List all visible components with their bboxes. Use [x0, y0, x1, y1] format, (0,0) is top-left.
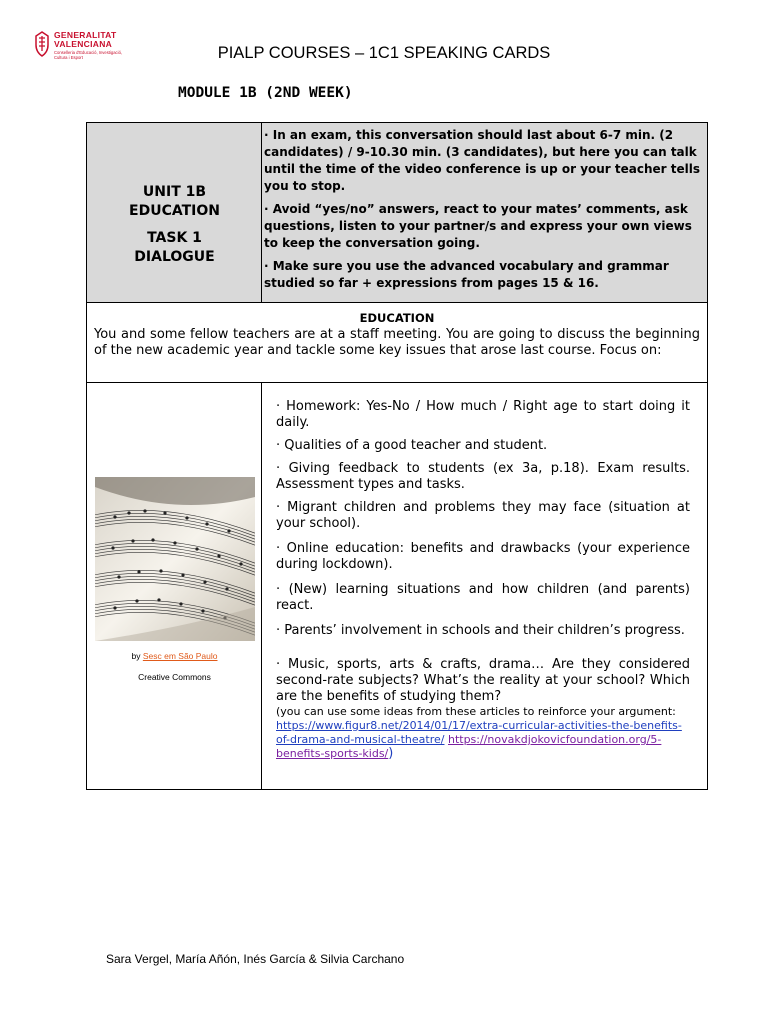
discussion-point: · (New) learning situations and how children (and parents) react. [276, 582, 690, 613]
discussion-point: · Giving feedback to students (ex 3a, p.18). Exam results. Assessment types and tasks. [276, 461, 690, 492]
logo-subtitle: Conselleria d'Educació, Investigació, Cultura i Esport [54, 50, 123, 60]
image-cell [87, 383, 262, 789]
discussion-point: · Parents’ involvement in schools and their children’s progress. [276, 623, 685, 638]
articles-note [276, 705, 690, 761]
task-label: TASK 1 [147, 230, 202, 246]
instructions-cell [262, 123, 707, 303]
discussion-point: · Homework: Yes-No / How much / Right age to start doing it daily. [276, 399, 690, 430]
articles-intro: (you can use some ideas from these articles to reinforce your argument: [276, 705, 676, 718]
footer-authors: Sara Vergel, María Añón, Inés García & Silvia Carchano [106, 952, 405, 966]
discussion-point: · Online education: benefits and drawbacks (your experience during lockdown). [276, 541, 690, 572]
instructions-list [264, 127, 700, 292]
discussion-point: · Music, sports, arts & crafts, drama… Are they considered second-rate subjects? What’s the reality at your school? Which are the benefits of studying them? [276, 657, 690, 704]
instruction-item: · Avoid “yes/no” answers, react to your mates’ comments, ask questions, listen to your partner/s and express your own views to keep the conversation going. [264, 202, 692, 250]
module-heading: MODULE 1B (2ND WEEK) [178, 85, 353, 101]
topic-cell [87, 303, 707, 383]
topic-description: You and some fellow teachers are at a staff meeting. You are going to discuss the beginning of the new academic year and tackle some key issues that arose last course. Focus on: [94, 327, 700, 358]
instruction-item: · In an exam, this conversation should last about 6-7 min. (2 candidates) / 9-10.30 min. (3 candidates), but here you can talk until the time of the video conference is up or your teacher tells you to stop. [264, 128, 701, 193]
article-link-novak[interactable]: https://novakdjokovicfoundation.org/5-benefits-sports-kids/ [276, 733, 662, 760]
instruction-item: · Make sure you use the advanced vocabulary and grammar studied so far + expressions from pages 15 & 16. [264, 259, 669, 290]
logo-line2: VALENCIANA [54, 39, 113, 49]
discussion-points-cell [262, 383, 707, 789]
page-title: PIALP COURSES – 1C1 SPEAKING CARDS [217, 44, 551, 62]
image-credit: by Sesc em São Paulo [131, 651, 218, 661]
image-license: Creative Commons [138, 672, 211, 682]
unit-topic: EDUCATION [129, 203, 220, 219]
speaking-card-table [86, 122, 708, 790]
discussion-point: · Migrant children and problems they may face (situation at your school). [276, 500, 690, 531]
sheet-music-photo [95, 477, 255, 641]
article-link-figur8[interactable]: https://www.figur8.net/2014/01/17/extra-curricular-activities-the-benefits-of-drama-and-musical-theatre/ [276, 719, 682, 746]
image-credit-link[interactable]: Sesc em São Paulo [142, 651, 218, 661]
articles-close: ) [388, 746, 394, 761]
unit-label: UNIT 1B [142, 184, 207, 200]
logo-line1: GENERALITAT [54, 30, 117, 40]
unit-cell [87, 123, 262, 303]
topic-title: EDUCATION [359, 311, 435, 325]
discussion-point: · Qualities of a good teacher and student. [276, 438, 548, 453]
discussion-points [276, 399, 690, 761]
task-type: DIALOGUE [134, 249, 215, 265]
